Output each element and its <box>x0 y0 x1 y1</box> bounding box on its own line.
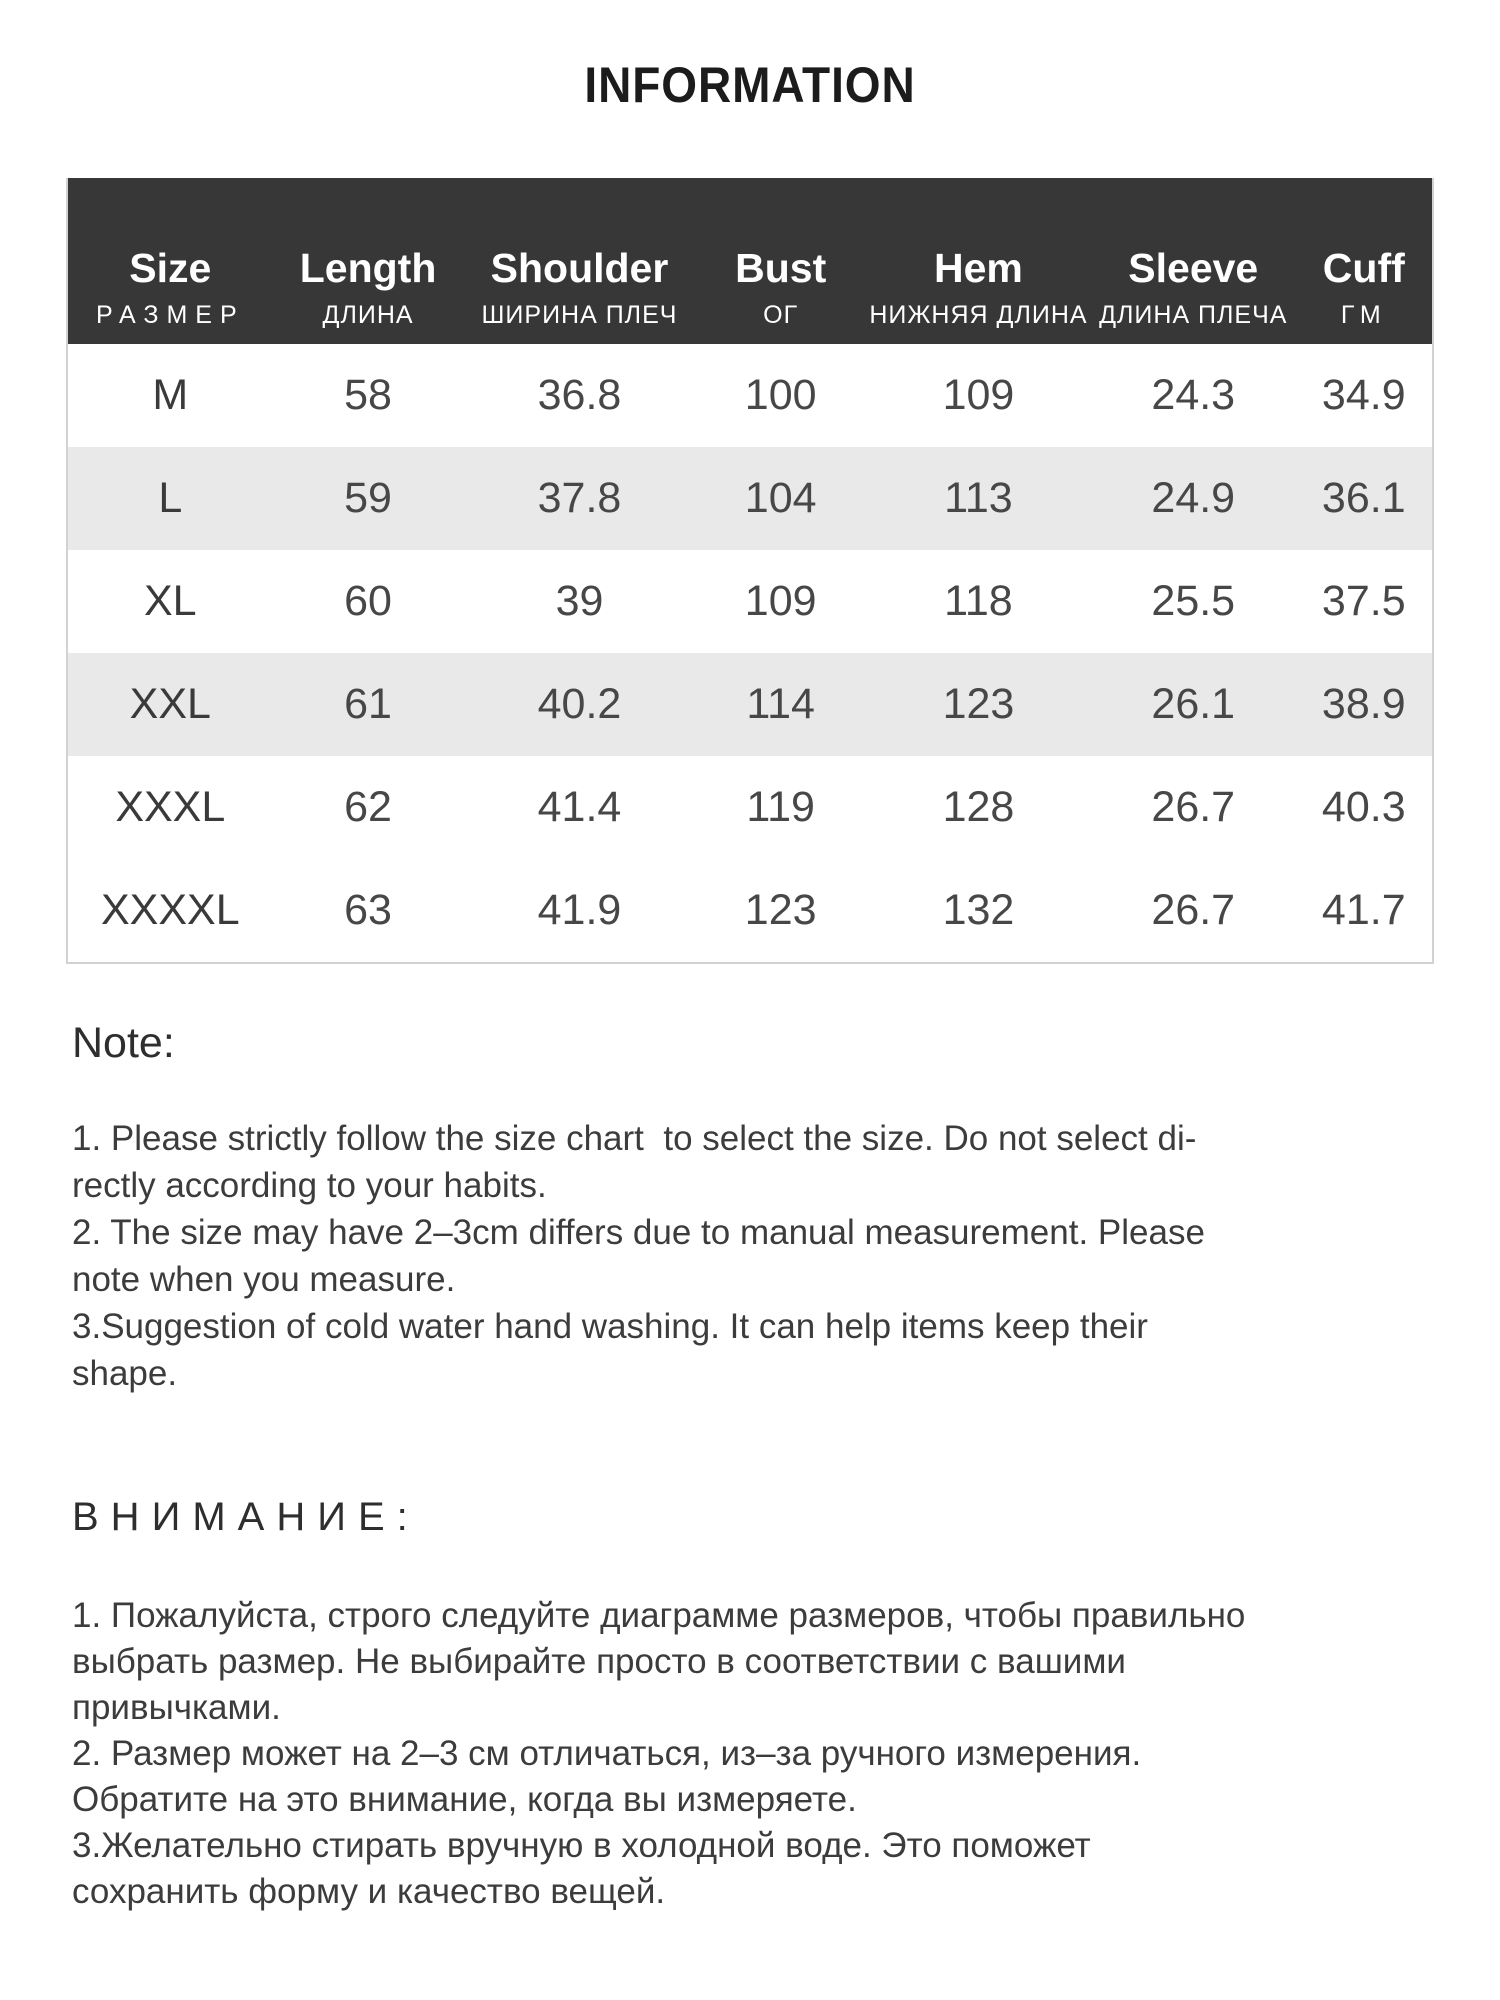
size-table-header-row <box>68 178 1432 344</box>
size-cell: XXL <box>129 680 211 728</box>
size-cell: XXXXL <box>100 886 240 934</box>
note-line: note when you measure. <box>72 1260 456 1299</box>
cuff-cell: 41.7 <box>1321 886 1406 934</box>
cuff-cell: 40.3 <box>1321 783 1406 831</box>
column-header-size <box>68 178 273 344</box>
column-header-shoulder-en: Shoulder <box>490 245 669 291</box>
column-header-bust-ru: ОГ <box>763 301 799 329</box>
attention-line: привычками. <box>72 1688 281 1727</box>
column-header-bust <box>695 178 866 344</box>
hem-cell: 109 <box>942 371 1015 419</box>
page-title: INFORMATION <box>584 57 916 113</box>
sleeve-cell: 24.3 <box>1151 371 1236 419</box>
shoulder-cell: 36.8 <box>537 371 622 419</box>
note-line: 1. Please strictly follow the size chart to select the size. Do not select di- <box>72 1119 1197 1158</box>
column-header-length-ru: ДЛИНА <box>322 301 414 329</box>
size-table-container <box>66 178 1434 964</box>
hem-cell: 113 <box>944 474 1013 522</box>
bust-cell: 100 <box>744 371 817 419</box>
length-cell: 62 <box>344 783 392 831</box>
table-row-m <box>68 344 1432 447</box>
table-row-l <box>68 447 1432 550</box>
cuff-cell: 34.9 <box>1321 371 1406 419</box>
attention-line: выбрать размер. Не выбирайте просто в соответствии с вашими <box>72 1642 1126 1681</box>
length-cell: 60 <box>344 577 392 625</box>
column-header-cuff <box>1296 178 1432 344</box>
column-header-hem <box>866 178 1091 344</box>
cuff-cell: 38.9 <box>1321 680 1406 728</box>
bust-cell: 123 <box>744 886 817 934</box>
column-header-cuff-en: Cuff <box>1322 245 1405 291</box>
note-line: shape. <box>72 1354 178 1393</box>
shoulder-cell: 37.8 <box>537 474 622 522</box>
attention-line: 1. Пожалуйста, строго следуйте диаграмме размеров, чтобы правильно <box>72 1596 1246 1635</box>
bust-cell: 109 <box>744 577 817 625</box>
column-header-bust-en: Bust <box>735 245 827 291</box>
bust-cell: 119 <box>746 783 815 831</box>
sleeve-cell: 26.7 <box>1151 886 1236 934</box>
hem-cell: 123 <box>942 680 1015 728</box>
size-cell: L <box>158 474 183 522</box>
attention-line: Обратите на это внимание, когда вы измеряете. <box>72 1780 857 1819</box>
sleeve-cell: 26.7 <box>1151 783 1236 831</box>
hem-cell: 132 <box>942 886 1015 934</box>
cuff-cell: 37.5 <box>1321 577 1406 625</box>
note-section <box>72 1019 1477 1397</box>
shoulder-cell: 41.9 <box>537 886 622 934</box>
size-cell: XL <box>143 577 197 625</box>
column-header-cuff-ru: ГМ <box>1340 301 1387 329</box>
table-row-xl <box>68 550 1432 653</box>
note-line: rectly according to your habits. <box>72 1166 547 1205</box>
cuff-cell: 36.1 <box>1321 474 1406 522</box>
sleeve-cell: 26.1 <box>1151 680 1236 728</box>
attention-section <box>72 1497 1477 1915</box>
hem-cell: 118 <box>944 577 1013 625</box>
attention-line: 2. Размер может на 2–3 см отличаться, из–за ручного измерения. <box>72 1734 1142 1773</box>
sleeve-cell: 25.5 <box>1151 577 1236 625</box>
column-header-shoulder-ru: ШИРИНА ПЛЕЧ <box>481 301 678 329</box>
column-header-length-en: Length <box>299 245 437 291</box>
note-line: 3.Suggestion of cold water hand washing. It can help items keep their <box>72 1307 1148 1346</box>
column-header-sleeve-en: Sleeve <box>1128 245 1259 291</box>
size-table <box>68 178 1432 962</box>
sleeve-cell: 24.9 <box>1151 474 1236 522</box>
column-header-sleeve-ru: ДЛИНА ПЛЕЧА <box>1099 301 1288 329</box>
shoulder-cell: 39 <box>555 577 604 625</box>
table-row-xxxl <box>68 756 1432 859</box>
column-header-size-en: Size <box>129 245 212 291</box>
size-cell: M <box>152 371 189 419</box>
length-cell: 61 <box>344 680 392 728</box>
column-header-hem-ru: НИЖНЯЯ ДЛИНА <box>869 301 1088 329</box>
table-row-xxxxl <box>68 859 1432 962</box>
column-header-length <box>273 178 464 344</box>
note-line: 2. The size may have 2–3cm differs due to manual measurement. Please <box>72 1213 1205 1252</box>
column-header-shoulder <box>464 178 696 344</box>
attention-heading: ВНИМАНИЕ: <box>72 1495 420 1539</box>
attention-line: 3.Желательно стирать вручную в холодной воде. Это поможет <box>72 1826 1091 1865</box>
attention-line: сохранить форму и качество вещей. <box>72 1872 666 1911</box>
column-header-size-ru: РАЗМЕР <box>95 301 245 329</box>
shoulder-cell: 40.2 <box>537 680 622 728</box>
column-header-hem-en: Hem <box>934 245 1023 291</box>
table-row-xxl <box>68 653 1432 756</box>
size-cell: XXXL <box>115 783 226 831</box>
note-heading: Note: <box>72 1019 175 1067</box>
bust-cell: 114 <box>746 680 815 728</box>
length-cell: 63 <box>344 886 392 934</box>
hem-cell: 128 <box>942 783 1015 831</box>
column-header-sleeve <box>1091 178 1296 344</box>
length-cell: 59 <box>344 474 392 522</box>
length-cell: 58 <box>344 371 392 419</box>
bust-cell: 104 <box>744 474 817 522</box>
shoulder-cell: 41.4 <box>537 783 622 831</box>
